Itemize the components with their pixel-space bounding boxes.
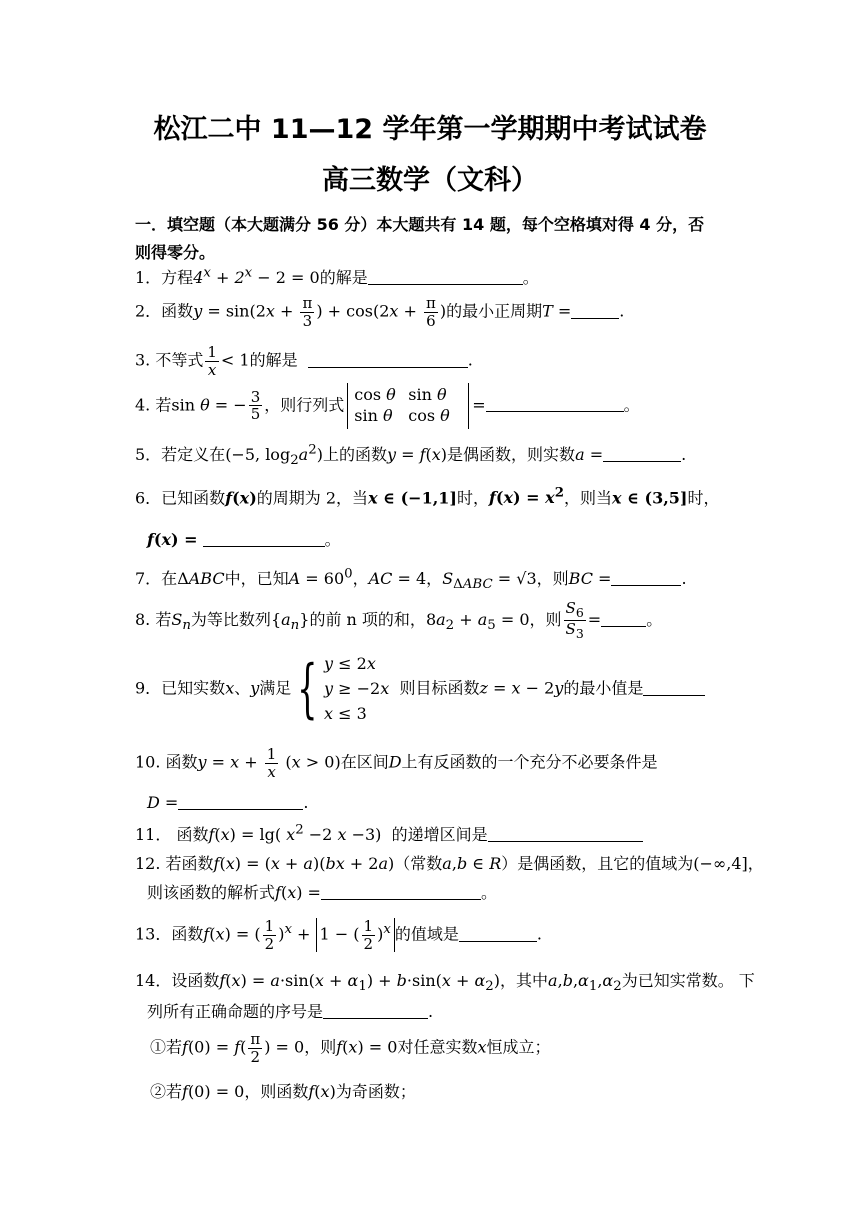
question-2: 2．函数y = sin(2x + $\frac{\pi}{3}$ ) + cos(2x + $\frac{\pi}{6}$ )的最小正周期T = . — [135, 294, 625, 330]
answer-blank[interactable] — [323, 1004, 428, 1019]
question-3: 3. 不等式 $\frac{1}{x}$ < 1的解是 . — [135, 343, 473, 379]
question-6: 6．已知函数f(x)的周期为 2，当x ∈ (−1,1]时，$f(x) = x^2$，则当x ∈ (3,5]时， — [135, 485, 720, 508]
answer-blank[interactable] — [321, 885, 481, 900]
answer-blank[interactable] — [611, 571, 681, 586]
question-12: 12. 若函数f(x) = (x + a)(bx + 2a)（常数a,b ∈ R）是偶函数，且它的值域为(−∞,4]， — [135, 854, 764, 873]
answer-blank[interactable] — [486, 397, 624, 412]
exam-title: 松江二中 11—12 学年第一学期期中考试试卷 — [153, 114, 707, 145]
question-12-answer: 则该函数的解析式f(x) = 。 — [147, 883, 497, 902]
question-1: 1．方程$4^x + 2^x - 2 = 0$的解是 。 — [135, 265, 539, 287]
question-7: 7．在ΔABC中，已知$A = 60^0$，AC = 4，$S_{\Delta ABC} = √3$，则BC = . — [135, 566, 687, 593]
section-heading-line2: 则得零分。 — [135, 243, 216, 262]
section-heading-line1: 一．填空题（本大题满分 56 分）本大题共有 14 题，每个空格填对得 4 分，否 — [135, 215, 705, 234]
question-14: 14．设函数$f(x) = a\cdot\sin(x + \alpha_1) + b\cdot\sin(x + \alpha_2)$，其中$a,b,\alpha_1,\alpha_2$为已知实常数。 下 — [135, 971, 755, 995]
answer-blank[interactable] — [643, 681, 705, 696]
question-9: 9．已知实数x、y满足{ y ≤ 2x y ≥ −2x x ≤ 3 则目标函数z = x − 2y的最小值是 — [135, 652, 705, 726]
answer-blank[interactable] — [368, 270, 523, 285]
question-6-answer: f(x) = 。 — [147, 530, 341, 549]
question-5: 5．若定义在(−5, $\log_2a^2$)上的函数y = f(x)是偶函数，则实数a = . — [135, 442, 687, 469]
question-14-option-1: ①若f(0) = f( $\frac{\pi}{2}$ ) = 0，则f(x) = 0对任意实数x恒成立； — [150, 1030, 551, 1066]
answer-blank[interactable] — [601, 612, 646, 627]
answer-blank[interactable] — [571, 304, 619, 319]
answer-blank[interactable] — [308, 353, 468, 368]
question-10-answer: D = . — [147, 793, 309, 812]
question-8: 8. 若$S_n$为等比数列$\{a_n\}$的前 n 项的和，$8a_2 + a_5 = 0$，则 $\frac{S_6}{S_3}$ = 。 — [135, 599, 663, 641]
answer-blank[interactable] — [203, 532, 325, 547]
answer-blank[interactable] — [603, 447, 681, 462]
question-13: 13．函数f(x) = ( $\frac{1}{2}$ )$^x$ + 1 − ( $\frac{1}{2}$ )$^x$ 的值域是 . — [135, 917, 542, 953]
question-4: 4. 若sin θ = − $\frac{3}{5}$ ，则行列式cos θ sin θ sin θ cos θ= 。 — [135, 383, 640, 429]
question-14-option-2: ②若f(0) = 0，则函数f(x)为奇函数； — [150, 1082, 416, 1101]
question-14-line2: 列所有正确命题的序号是 . — [147, 1002, 434, 1021]
answer-blank[interactable] — [488, 827, 643, 842]
answer-blank[interactable] — [459, 927, 537, 942]
answer-blank[interactable] — [178, 795, 303, 810]
question-10: 10. 函数y = x + $\frac{1}{x}$ (x > 0)在区间D上有反函数的一个充分不必要条件是 — [135, 745, 658, 781]
exam-subtitle: 高三数学（文科） — [322, 165, 538, 196]
question-11: 11． 函数f(x) = lg( $x^2 -2$ x −3) 的递增区间是 — [135, 822, 643, 845]
